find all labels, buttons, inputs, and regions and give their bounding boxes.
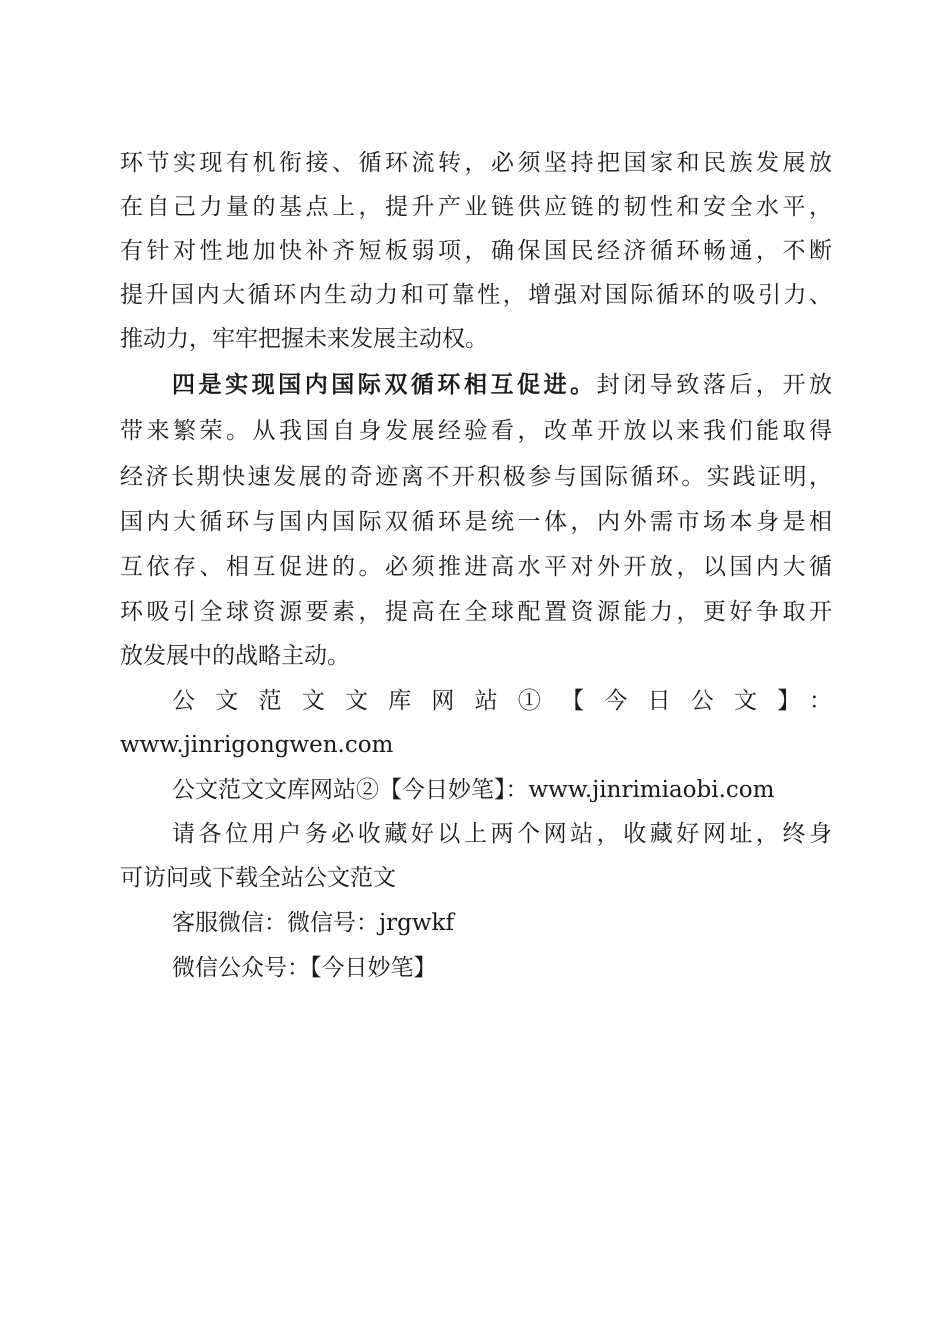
paragraph-line: 经济长期快速发展的奇迹离不开积极参与国际循环。实践证明，: [120, 464, 832, 490]
paragraph-line: 带来繁荣。从我国自身发展经验看，改革开放以来我们能取得: [120, 418, 832, 444]
section-heading: 四是实现国内国际双循环相互促进。: [172, 371, 597, 398]
paragraph-line: 环节实现有机衔接、循环流转，必须坚持把国家和民族发展放: [120, 150, 832, 176]
section-heading-continuation: 封闭导致落后，开放: [596, 372, 833, 398]
wechat-service: 客服微信：微信号：jrgwkf: [172, 910, 454, 936]
paragraph-line: 环吸引全球资源要素，提高在全球配置资源能力，更好争取开: [120, 599, 832, 625]
paragraph-line: 互依存、相互促进的。必须推进高水平对外开放，以国内大循: [120, 554, 832, 580]
wechat-official: 微信公众号：【今日妙笔】: [172, 955, 437, 981]
site1-url[interactable]: www.jinrigongwen.com: [120, 732, 394, 758]
section-heading-line: [172, 363, 832, 407]
notice-line: 可访问或下载全站公文范文: [120, 865, 396, 891]
notice-line: 请各位用户务必收藏好以上两个网站，收藏好网址，终身: [172, 821, 832, 847]
paragraph-line: 国内大循环与国内国际双循环是统一体，内外需市场本身是相: [120, 509, 832, 535]
paragraph-line: 推动力，牢牢把握未来发展主动权。: [120, 326, 488, 352]
paragraph-line: 提升国内大循环内生动力和可靠性，增强对国际循环的吸引力、: [120, 282, 832, 308]
paragraph-line: 有针对性地加快补齐短板弱项，确保国民经济循环畅通，不断: [120, 238, 832, 264]
site2-line[interactable]: 公文范文文库网站②【今日妙笔】：www.jinrimiaobi.com: [172, 777, 775, 803]
site1-title: 公文范文文库网站①【今日公文】：: [172, 688, 832, 714]
paragraph-line: 放发展中的战略主动。: [120, 643, 350, 669]
paragraph-line: 在自己力量的基点上，提升产业链供应链的韧性和安全水平，: [120, 194, 832, 220]
